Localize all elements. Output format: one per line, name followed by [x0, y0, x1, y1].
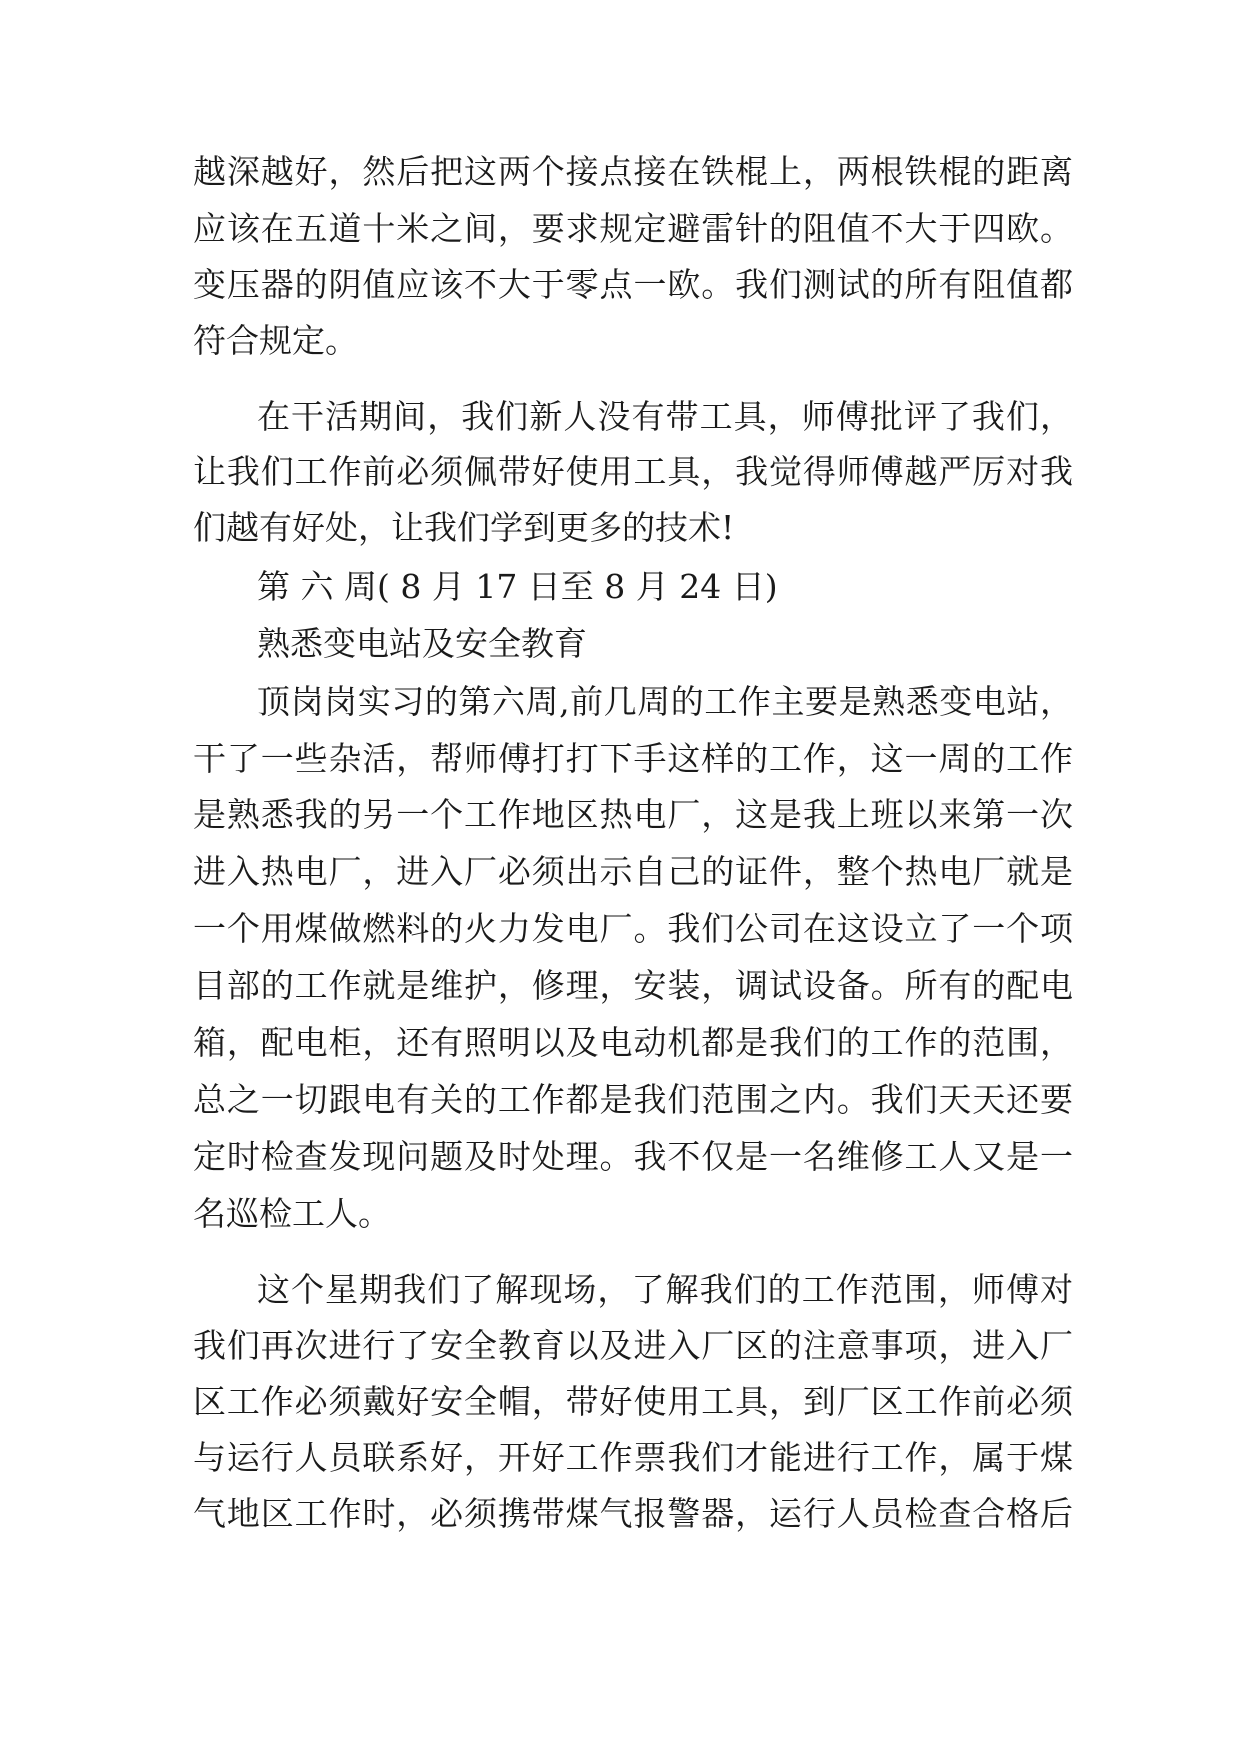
- paragraph-first-line: 这个星期我们了解现场，了解我们的工作范围，师傅对: [257, 1270, 1073, 1309]
- text-line: 我们再次进行了安全教育以及进入厂区的注意事项，进入厂: [193, 1326, 1073, 1365]
- text-line: 与运行人员联系好，开好工作票我们才能进行工作，属于煤: [193, 1438, 1073, 1477]
- text-line: 们越有好处，让我们学到更多的技术!: [193, 508, 735, 547]
- text-line: 应该在五道十米之间，要求规定避雷针的阻值不大于四欧。: [193, 209, 1073, 248]
- text-line: 目部的工作就是维护，修理，安装，调试设备。所有的配电: [193, 966, 1073, 1005]
- text-line: 进入热电厂，进入厂必须出示自己的证件，整个热电厂就是: [193, 852, 1073, 891]
- text-line: 名巡检工人。: [193, 1194, 391, 1233]
- text-line: 是熟悉我的另一个工作地区热电厂，这是我上班以来第一次: [193, 795, 1073, 834]
- paragraph-first-line: 在干活期间，我们新人没有带工具，师傅批评了我们，: [257, 397, 1073, 436]
- week-heading: 第 六 周( 8 月 17 日至 8 月 24 日): [257, 567, 778, 606]
- section-title: 熟悉变电站及安全教育: [257, 624, 587, 663]
- text-line: 定时检查发现问题及时处理。我不仅是一名维修工人又是一: [193, 1137, 1073, 1176]
- text-line: 气地区工作时，必须携带煤气报警器，运行人员检查合格后: [193, 1494, 1073, 1533]
- text-line: 总之一切跟电有关的工作都是我们范围之内。我们天天还要: [193, 1080, 1073, 1119]
- text-line: 箱，配电柜，还有照明以及电动机都是我们的工作的范围，: [193, 1023, 1073, 1062]
- paragraph-first-line: 顶岗岗实习的第六周,前几周的工作主要是熟悉变电站，: [257, 682, 1073, 721]
- text-line: 变压器的阴值应该不大于零点一欧。我们测试的所有阻值都: [193, 265, 1073, 304]
- text-line: 符合规定。: [193, 321, 358, 360]
- text-line: 干了一些杂活，帮师傅打打下手这样的工作，这一周的工作: [193, 739, 1073, 778]
- text-line: 区工作必须戴好安全帽，带好使用工具，到厂区工作前必须: [193, 1382, 1073, 1421]
- text-line: 越深越好，然后把这两个接点接在铁棍上，两根铁棍的距离: [193, 152, 1073, 191]
- text-line: 一个用煤做燃料的火力发电厂。我们公司在这设立了一个项: [193, 909, 1073, 948]
- text-line: 让我们工作前必须佩带好使用工具，我觉得师傅越严厉对我: [193, 452, 1073, 491]
